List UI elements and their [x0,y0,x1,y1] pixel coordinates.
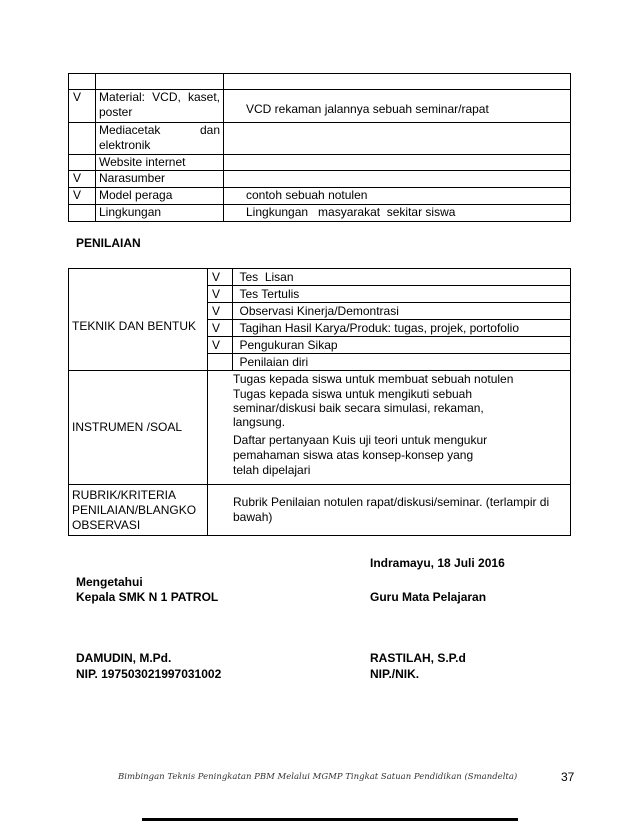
media-cell: Website internet [96,155,224,171]
check-cell [208,354,232,371]
item-text: Pengukuran Sikap [232,337,570,354]
item-text: Tagihan Hasil Karya/Produk: tugas, projek, portofolio [232,320,570,337]
list-item [208,286,570,303]
table-row [69,188,571,205]
item-text: Penilaian diri [232,354,570,371]
desc-cell [224,155,571,171]
item-text: Tes Lisan [232,269,570,286]
rubrik-label: RUBRIK/KRITERIA PENILAIAN/BLANGKO OBSERVASI [69,485,208,536]
media-cell: Lingkungan [96,205,224,222]
table-row [69,485,571,536]
principal-title: Kepala SMK N 1 PATROL [76,590,219,604]
instrumen-item: Daftar pertanyaan Kuis uji teori untuk mengukur pemahaman siswa atas konsep-konsep yang telah dipelajari [233,433,488,477]
teknik-label: TEKNIK DAN BENTUK [69,269,208,371]
check-cell: V [208,337,232,354]
footer-rule [142,818,518,821]
list-item [208,269,570,286]
table-row [69,155,571,171]
table-row [69,123,571,155]
item-text: Observasi Kinerja/Demontrasi [232,303,570,320]
instrumen-cell [208,371,571,485]
desc-cell: contoh sebuah notulen [224,188,571,205]
check-cell: V [208,303,232,320]
teacher-title: Guru Mata Pelajaran [370,590,487,604]
list-item [208,320,570,337]
desc-cell [224,171,571,188]
principal-name: DAMUDIN, M.Pd. [76,651,172,665]
penilaian-table [68,268,571,536]
principal-nip: NIP. 197503021997031002 [76,667,222,681]
media-cell: Material: VCD, kaset, poster [96,90,224,123]
list-item [208,354,570,371]
check-cell: V [69,188,96,205]
check-cell [69,155,96,171]
media-cell: Narasumber [96,171,224,188]
instrumen-item: Tugas kepada siswa untuk mengikuti sebuah seminar/diskusi baik secara simulasi, rekaman, langsung. [233,387,484,429]
place-date: Indramayu, 18 Juli 2016 [370,556,505,570]
table-row [69,74,571,90]
check-cell: V [208,269,232,286]
table-row [69,269,571,371]
media-table [68,73,571,222]
footer-text: Bimbingan Teknis Peningkatan PBM Melalui MGMP Tingkat Satuan Pendidikan (Smandelta) [118,772,518,782]
teknik-list-cell [208,269,571,371]
desc-cell: VCD rekaman jalannya sebuah seminar/rapat [224,90,571,123]
desc-cell: Lingkungan masyarakat sekitar siswa [224,205,571,222]
section-heading: PENILAIAN [76,236,141,250]
table-row [69,90,571,123]
item-text: Tes Tertulis [232,286,570,303]
check-cell [69,74,96,90]
check-cell: V [69,90,96,123]
table-row [69,371,571,485]
teacher-nip: NIP./NIK. [370,667,420,681]
acknowledged-label: Mengetahui [76,575,143,589]
media-cell: Mediacetak dan elektronik [96,123,224,155]
instrumen-label: INSTRUMEN /SOAL [69,371,208,485]
teacher-name: RASTILAH, S.P.d [370,651,466,665]
instrumen-item: Tugas kepada siswa untuk membuat sebuah notulen [233,372,514,386]
page-number: 37 [561,770,575,784]
table-row [69,171,571,188]
media-cell: Model peraga [96,188,224,205]
media-cell [96,74,224,90]
list-item [208,337,570,354]
check-cell: V [69,171,96,188]
check-cell [69,123,96,155]
rubrik-text: Rubrik Penilaian notulen rapat/diskusi/seminar. (terlampir di bawah) [208,485,571,536]
table-row [69,205,571,222]
check-cell [69,205,96,222]
teknik-list [208,269,570,370]
desc-cell [224,74,571,90]
check-cell: V [208,286,232,303]
desc-cell [224,123,571,155]
list-item [208,303,570,320]
check-cell: V [208,320,232,337]
